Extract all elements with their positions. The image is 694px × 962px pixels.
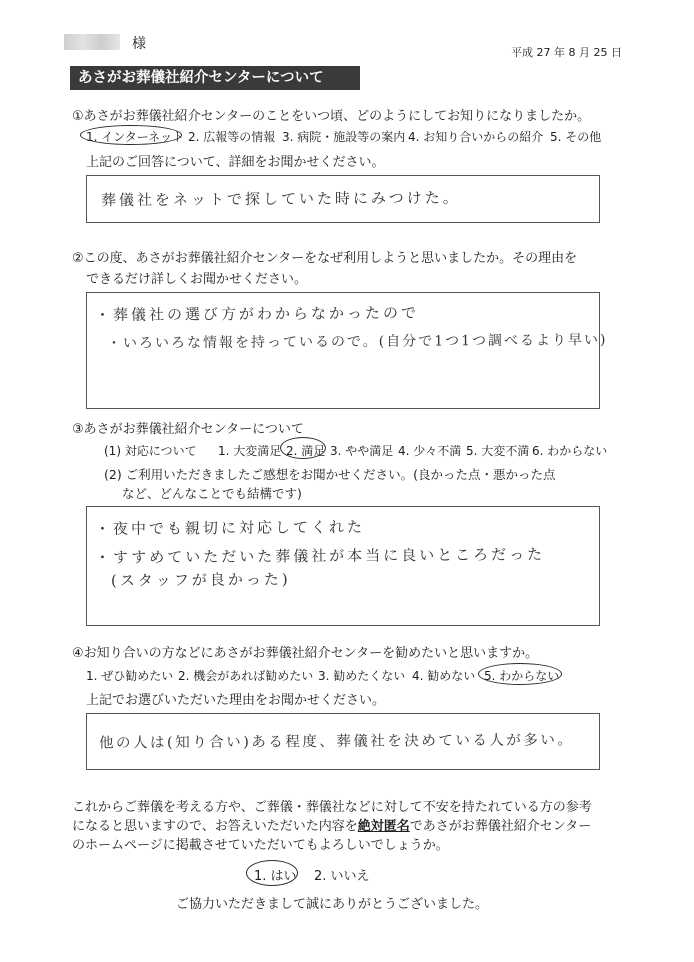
q4-followup: 上記でお選びいただいた理由をお聞かせください。 xyxy=(86,693,386,708)
q3-sub2-line1: (2) ご利用いただきましたご感想をお聞かせください。(良かった点・悪かった点 xyxy=(104,467,556,482)
q3-option-5[interactable]: 5. 大変不満 xyxy=(466,444,530,458)
q4-option-4[interactable]: 4. 勧めない xyxy=(412,669,476,683)
q3-answer-box[interactable] xyxy=(86,506,600,626)
consent-line3: のホームページに掲載させていただいてもよろしいでしょうか。 xyxy=(72,838,449,853)
q3-answer-line3: (スタッフが良かった) xyxy=(110,570,291,590)
q1-question: ①あさがお葬儀社紹介センターのことをいつ頃、どのようにしてお知りになりましたか。 xyxy=(72,109,591,124)
q3-sub1-label: (1) 対応について xyxy=(104,444,197,458)
redacted-name xyxy=(64,34,120,50)
q2-answer-line2: ・いろいろな情報を持っているので。(自分で1つ1つ調べるより早い) xyxy=(106,332,608,352)
q3-option-3[interactable]: 3. やや満足 xyxy=(330,444,394,458)
q4-option-1[interactable]: 1. ぜひ勧めたい xyxy=(86,669,174,683)
q4-option-3[interactable]: 3. 勧めたくない xyxy=(318,669,406,683)
q4-answer-box[interactable] xyxy=(86,713,600,770)
consent-option-yes[interactable]: 1. はい xyxy=(254,869,297,884)
q1-followup: 上記のご回答について、詳細をお聞かせください。 xyxy=(86,155,385,170)
consent-line2-start: になると思いますので、お答えいただいた内容を xyxy=(72,819,358,834)
q1-answer-box[interactable] xyxy=(86,175,600,223)
consent-option-no[interactable]: 2. いいえ xyxy=(314,869,370,884)
q3-option-1[interactable]: 1. 大変満足 xyxy=(218,444,282,458)
honorific: 様 xyxy=(132,36,146,52)
page-title: あさがお葬儀社紹介センターについて xyxy=(70,66,360,90)
q2-answer-box[interactable] xyxy=(86,292,608,409)
q1-option-4[interactable]: 4. お知り合いからの紹介 xyxy=(408,130,544,144)
q3-option-2[interactable]: 2. 満足 xyxy=(286,444,326,458)
q1-option-1[interactable]: 1. インターネット xyxy=(86,130,185,144)
q3-sub2-line2: など、どんなことでも結構です) xyxy=(122,486,302,501)
q1-answer-text: 葬儀社をネットで探していた時にみつけた。 xyxy=(100,188,461,210)
q3-question: ③あさがお葬儀社紹介センターについて xyxy=(72,422,304,437)
q3-answer-line2: ・すすめていただいた葬儀社が本当に良いところだった xyxy=(94,545,546,567)
consent-selection-circle xyxy=(246,860,298,886)
q4-option-5[interactable]: 5. わからない xyxy=(484,669,560,683)
q2-question-line1: ②この度、あさがお葬儀社紹介センターをなぜ利用しようと思いましたか。その理由を xyxy=(72,251,578,266)
q4-option-2[interactable]: 2. 機会があれば勧めたい xyxy=(178,669,314,683)
survey-date: 平成 27 年 8 月 25 日 xyxy=(511,46,622,59)
closing-message: ご協力いただきまして誠にありがとうございました。 xyxy=(176,897,489,912)
q1-selection-circle xyxy=(80,125,185,145)
q4-answer-text: 他の人は(知り合い)ある程度、葬儀社を決めている人が多い。 xyxy=(98,732,575,752)
consent-line2 xyxy=(72,815,591,834)
q1-option-2[interactable]: 2. 広報等の情報 xyxy=(188,130,276,144)
q1-option-5[interactable]: 5. その他 xyxy=(550,130,602,144)
q4-selection-circle xyxy=(478,663,562,685)
q2-answer-line1: ・葬儀社の選び方がわからなかったので xyxy=(94,303,420,325)
q3-selection-circle xyxy=(280,437,326,459)
consent-line1: これからご葬儀を考える方や、ご葬儀・葬儀社などに対して不安を持たれている方の参考 xyxy=(72,800,592,815)
q2-question-line2: できるだけ詳しくお聞かせください。 xyxy=(86,272,308,287)
q3-option-4[interactable]: 4. 少々不満 xyxy=(398,444,462,458)
consent-line2-end: であさがお葬儀社紹介センター xyxy=(409,819,592,834)
q3-answer-line1: ・夜中でも親切に対応してくれた xyxy=(94,518,366,538)
q4-question: ④お知り合いの方などにあさがお葬儀社紹介センターを勧めたいと思いますか。 xyxy=(72,646,539,661)
q1-option-3[interactable]: 3. 病院・施設等の案内 xyxy=(282,130,406,144)
anonymous-emphasis: 絶対匿名 xyxy=(357,819,410,834)
q3-option-6[interactable]: 6. わからない xyxy=(532,444,608,458)
